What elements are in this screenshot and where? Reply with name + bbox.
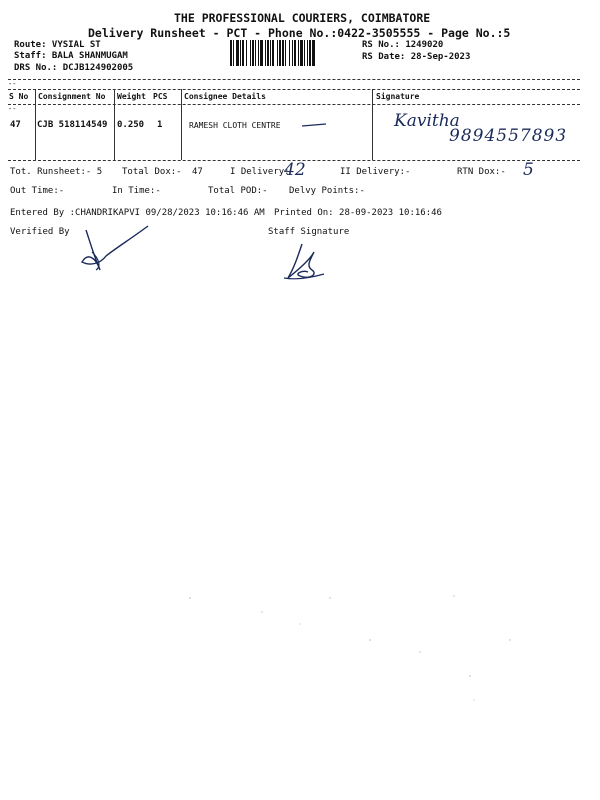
col-header-sno: S No — [9, 92, 29, 101]
delvy-points: Delvy Points:- — [289, 186, 365, 196]
i-delivery-label: I Delivery:- — [230, 167, 296, 177]
row-consignee: RAMESH CLOTH CENTRE — [189, 121, 281, 130]
printed-on: Printed On: 28-09-2023 10:16:46 — [274, 208, 442, 218]
handwritten-name: Kavitha — [394, 111, 460, 131]
in-time: In Time:- — [112, 186, 161, 196]
i-delivery-count: 42 — [284, 160, 306, 180]
row-weight: 0.250 — [117, 120, 145, 130]
runsheet-subtitle: Delivery Runsheet - PCT - Phone No.:0422-3505555 - Page No.:5 — [88, 26, 511, 40]
col-header-consignee: Consignee Details — [184, 92, 266, 101]
total-dox-label: Total Dox:- — [122, 167, 182, 177]
entered-by: Entered By :CHANDRIKAPVI 09/28/2023 10:16:46 AM — [10, 208, 265, 218]
col-header-pcs: PCS — [153, 92, 168, 101]
company-title: THE PROFESSIONAL COURIERS, COIMBATORE — [174, 11, 431, 25]
col-header-weight: Weight — [117, 92, 146, 101]
total-pod: Total POD:- — [208, 186, 268, 196]
route-label: Route: VYSIAL ST — [14, 40, 101, 50]
ii-delivery-label: II Delivery:- — [340, 167, 411, 177]
verified-by-label: Verified By — [10, 227, 70, 237]
rs-date: RS Date: 28-Sep-2023 — [362, 52, 471, 62]
rtn-count: 5 — [523, 160, 534, 180]
out-time: Out Time:- — [10, 186, 65, 196]
rtn-dox-label: RTN Dox:- — [457, 167, 506, 177]
staff-signature-label: Staff Signature — [268, 227, 350, 237]
leader-mark: -- — [8, 80, 17, 88]
handwritten-phone: 9894557893 — [449, 126, 568, 146]
staff-label: Staff: BALA SHANMUGAM — [14, 51, 128, 61]
total-dox-value: 47 — [192, 167, 203, 177]
tot-runsheet: Tot. Runsheet:- 5 — [10, 167, 103, 177]
drs-number: DRS No.: DCJB124902005 — [14, 63, 134, 73]
rs-number: RS No.: 1249020 — [362, 40, 444, 50]
leader-mark: -- — [8, 105, 17, 113]
row-consignment-no: CJB 518114549 — [37, 120, 108, 130]
row-sno: 47 — [10, 120, 21, 130]
row-pcs: 1 — [157, 120, 163, 130]
col-header-consignment: Consignment No — [38, 92, 106, 101]
col-header-signature: Signature — [376, 92, 420, 101]
